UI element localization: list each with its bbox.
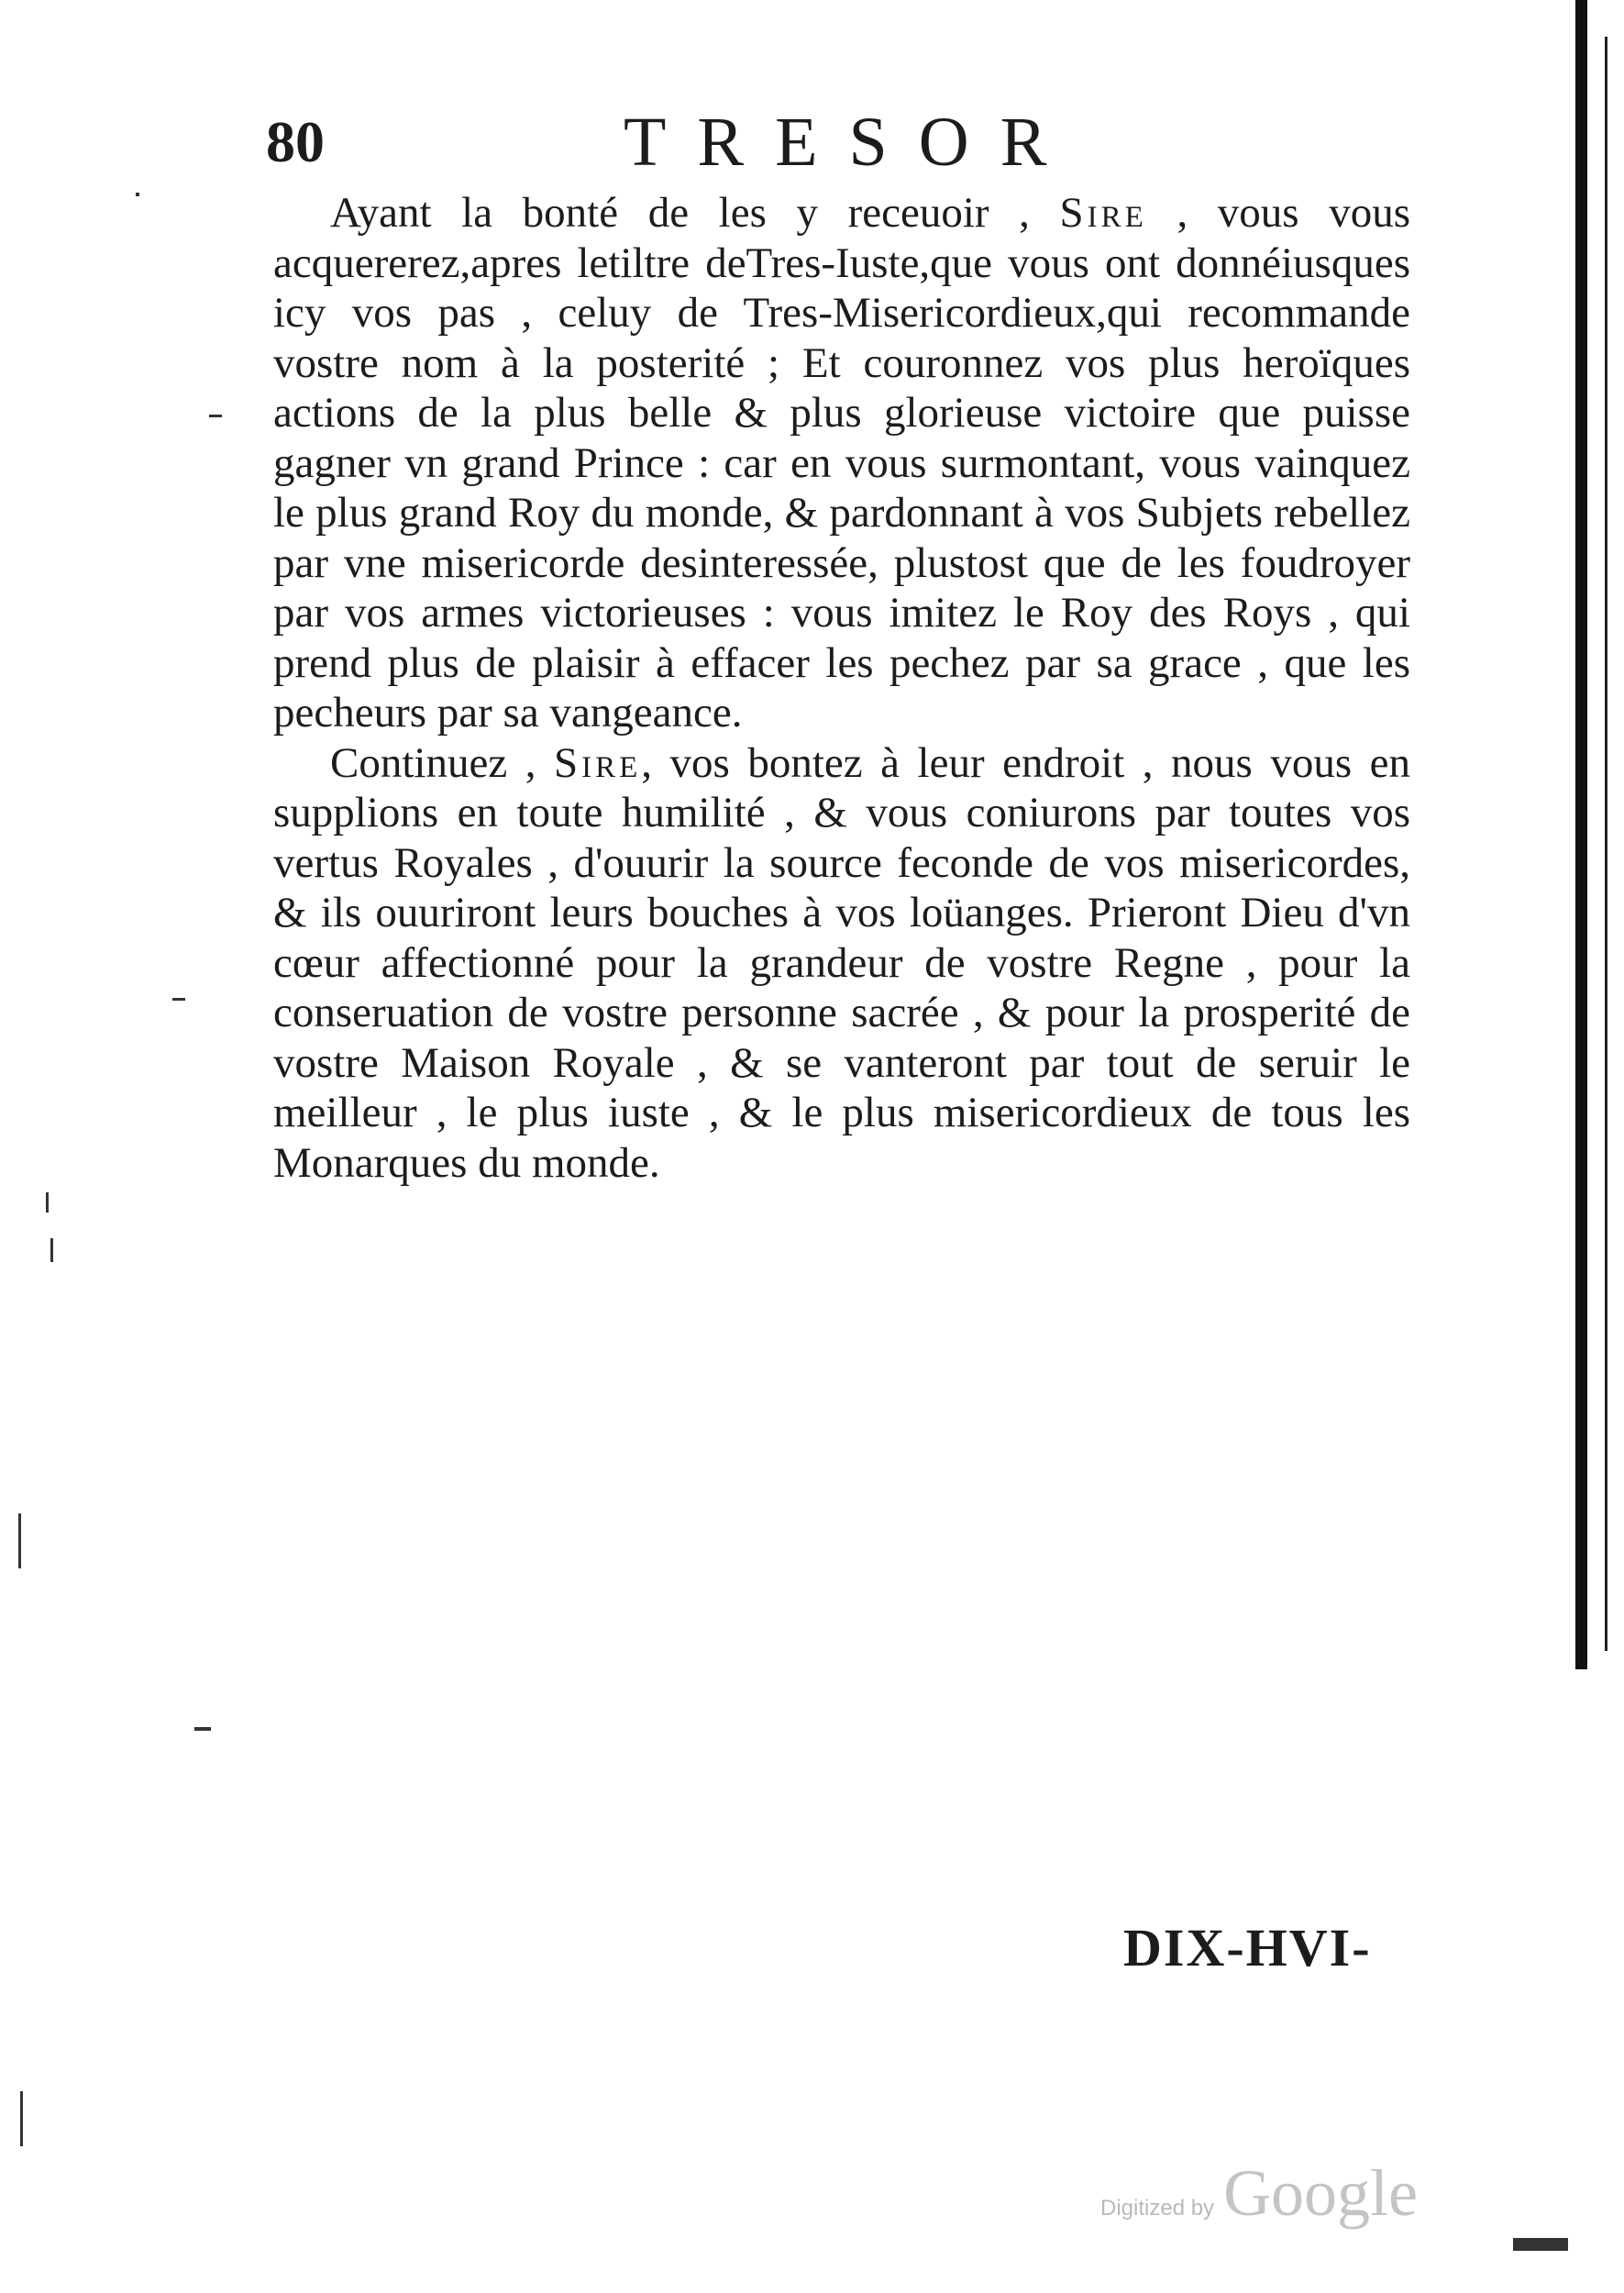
scan-speck xyxy=(136,193,139,196)
page-number: 80 xyxy=(266,109,325,174)
scan-speck xyxy=(20,2091,23,2146)
scan-speck xyxy=(18,1513,21,1568)
paragraph-2-start: Continuez , xyxy=(330,738,554,787)
scan-speck xyxy=(172,998,185,1001)
paragraph-2-rest: , vos bontez à leur endroit , nous vous en supplions en toute humilité , & vous coniurons par toutes vos vertus Royales , d'ouurir la source feconde de vos misericordes, & ils ouuriront leurs bouches à vos loüanges. Prieront Dieu d'vn cœur affectionné pour la grandeur de vostre Regne , pour la conseruation de vostre personne sacrée , & pour la prosperité de vostre Maison Royale , & se vanteront par tout de seruir le meilleur , le plus iuste , & le plus misericordieux de tous les Monarques du monde. xyxy=(273,738,1411,1187)
page-header xyxy=(266,101,1394,183)
scan-edge-shadow xyxy=(1575,0,1587,1669)
paragraph-2-sire: Sire xyxy=(553,738,642,787)
paragraph-2 xyxy=(273,738,1410,1189)
scan-edge-line xyxy=(1605,37,1607,1651)
catchword: DIX-HVI- xyxy=(1123,1918,1372,1977)
paragraph-1 xyxy=(273,188,1410,738)
scan-speck xyxy=(194,1727,211,1731)
scan-speck xyxy=(46,1192,49,1213)
paragraph-1-rest: , vous vous acquererez,apres letiltre deTres-Iuste,que vous ont donnéiusques icy vos pas , celuy de Tres-Misericordieux,qui recommande vostre nom à la posterité ; Et couronnez vos plus heroïques actions de la plus belle & plus glorieuse victoire que puisse gagner vn grand Prince : car en vous surmontant, vous vainquez le plus grand Roy du monde, & pardonnant à vos Subjets rebellez par vne misericorde desinteressée, plustost que de les foudroyer par vos armes victorieuses : vous imitez le Roy des Roys , qui prend plus de plaisir à effacer les pechez par sa grace , que les pecheurs par sa vangeance. xyxy=(273,189,1410,737)
digitized-watermark xyxy=(1100,2155,1418,2232)
scan-speck xyxy=(1513,2238,1568,2251)
body-text xyxy=(273,188,1410,1188)
paragraph-1-start: Ayant la bonté de les y receuoir , xyxy=(330,189,1060,237)
watermark-prefix: Digitized by xyxy=(1100,2196,1215,2221)
scan-speck xyxy=(209,415,222,417)
scan-speck xyxy=(50,1238,53,1262)
paragraph-1-sire: Sire xyxy=(1059,189,1147,237)
running-title: TRESOR xyxy=(624,104,1078,181)
watermark-brand-logo: Google xyxy=(1223,2156,1419,2230)
